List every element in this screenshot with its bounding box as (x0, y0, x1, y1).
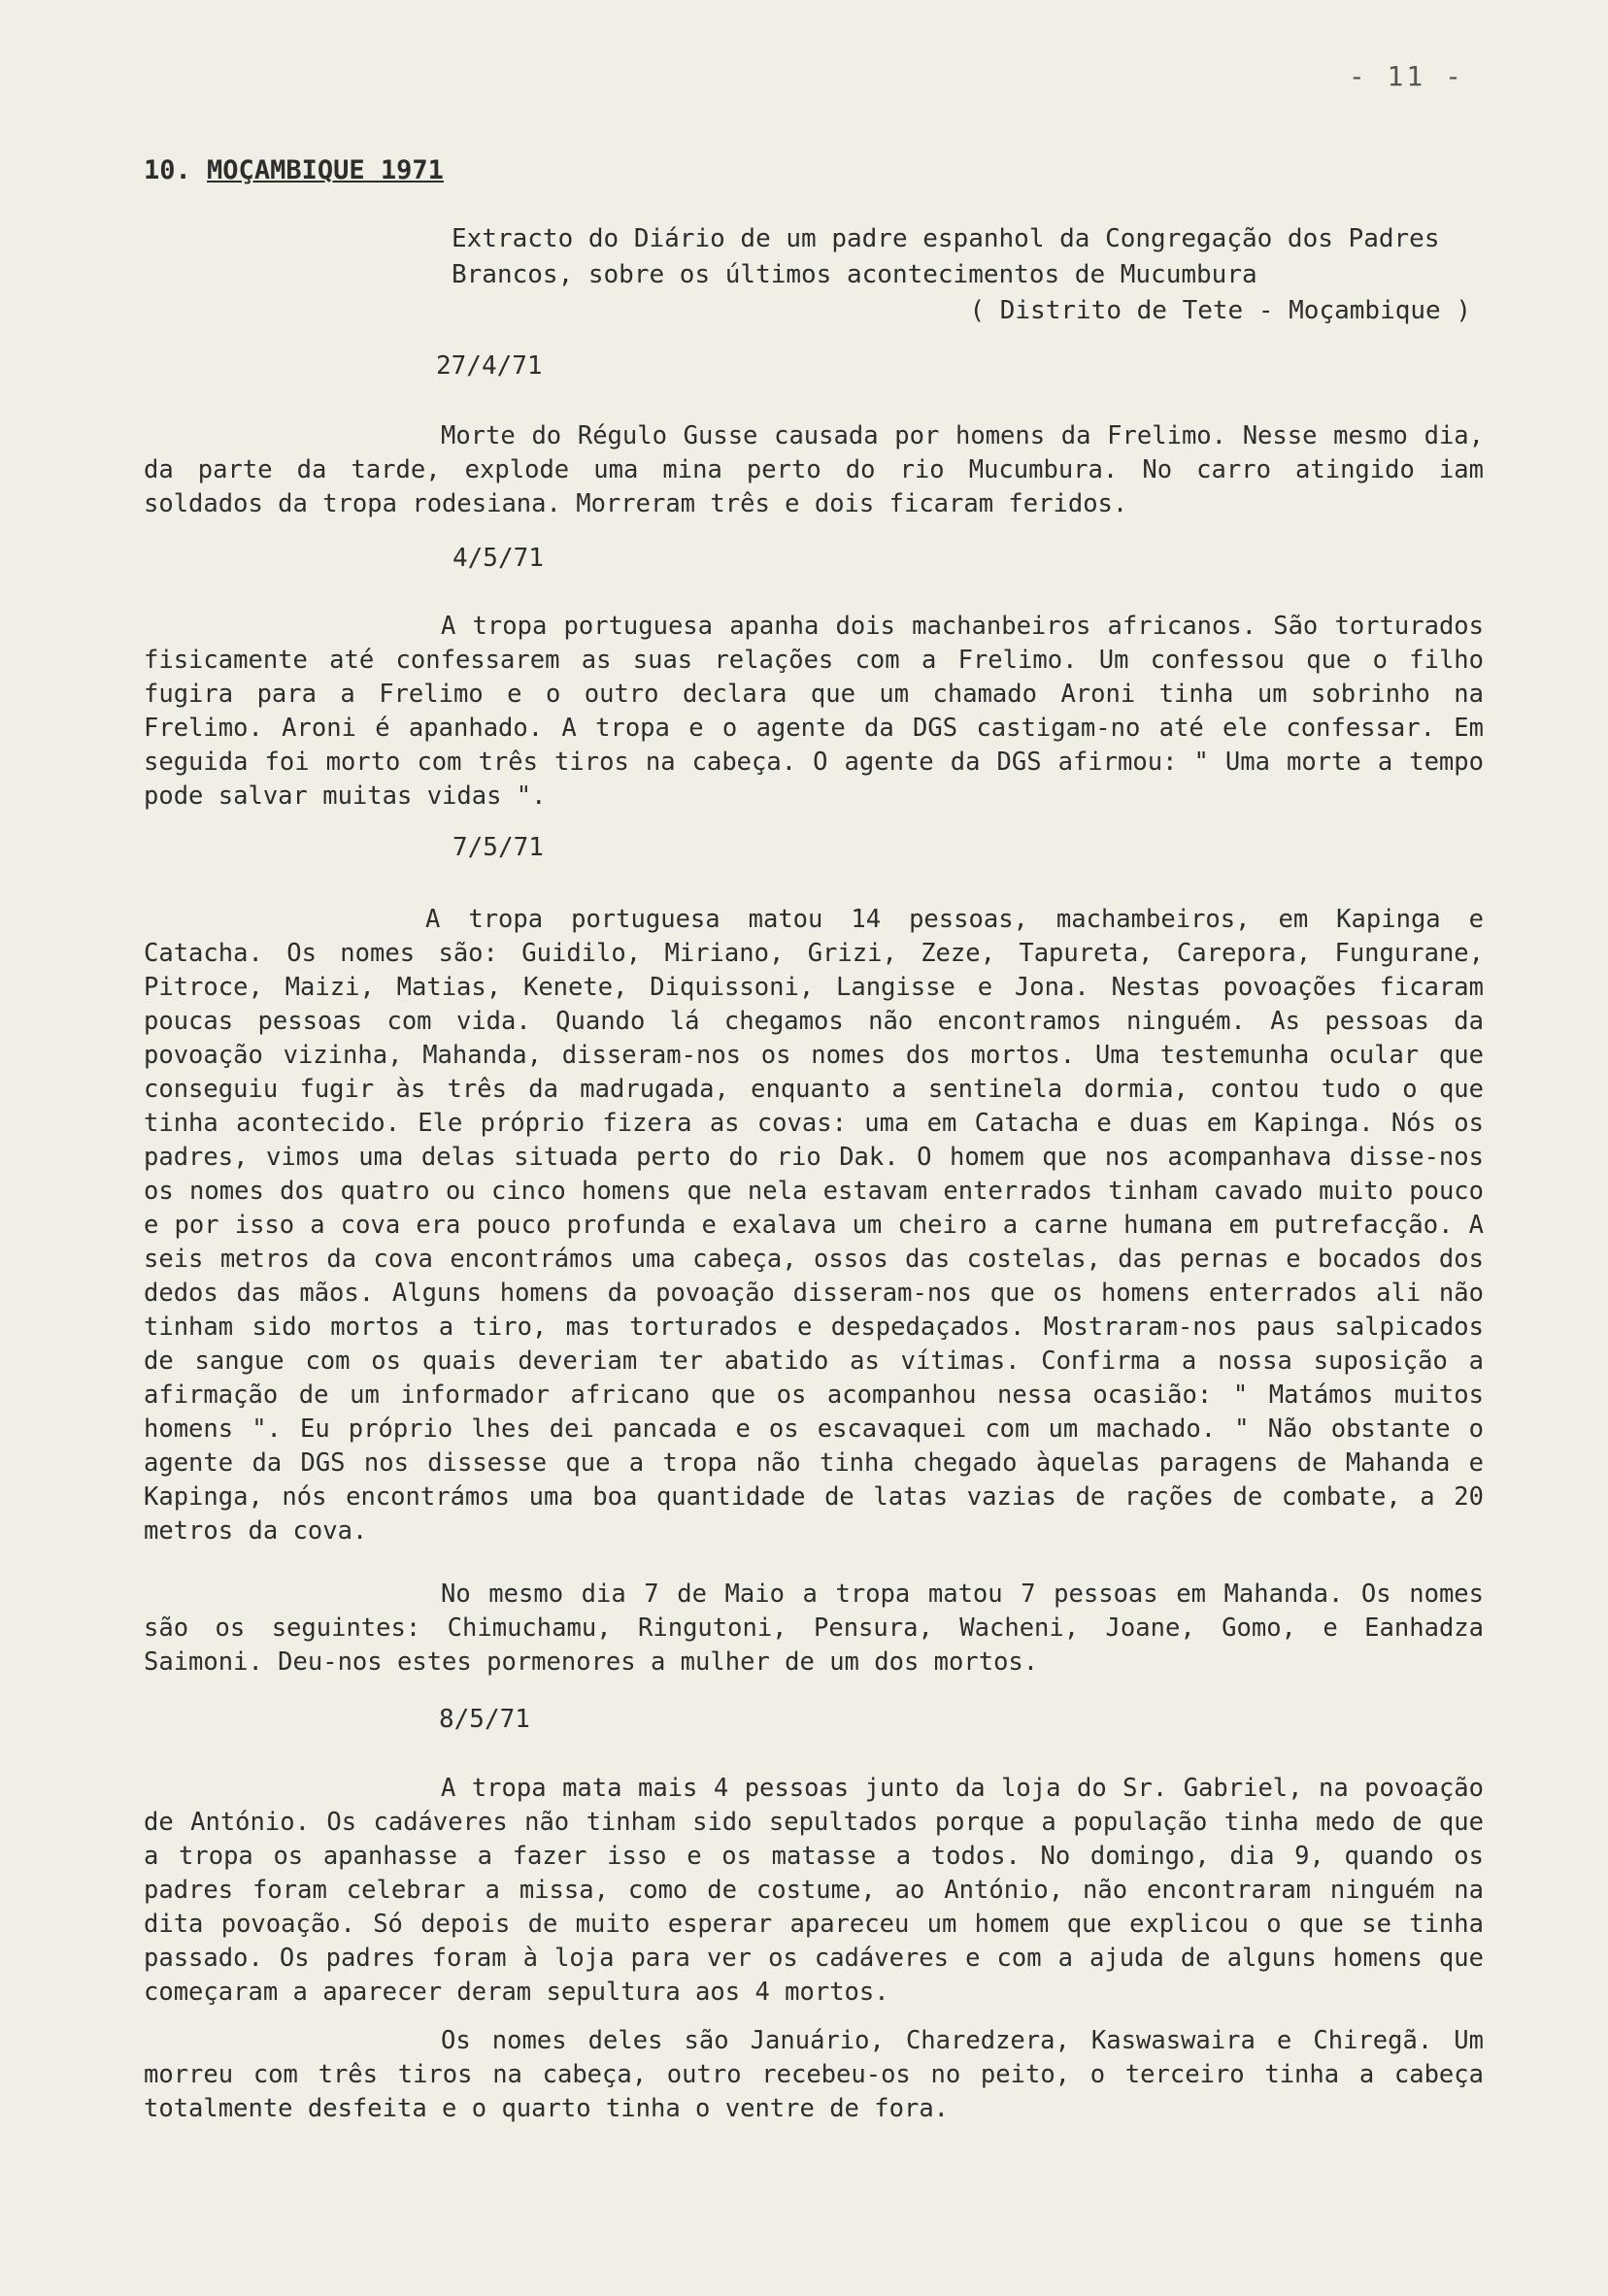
section-number: 10. (144, 155, 191, 185)
paragraph: Os nomes deles são Januário, Charedzera, Kaswaswaira e Chiregã. Um morreu com três tiros na cabeça, outro recebeu-os no peito, o terceiro tinha a cabeça totalmente desfeita e o quarto tinha o ventre de fora. (144, 2026, 1484, 2123)
page-number: - 11 - (1348, 60, 1464, 92)
section-header (144, 155, 444, 185)
subtitle-line-3: ( Distrito de Tete - Moçambique ) (969, 296, 1471, 325)
entry-body (144, 1772, 1484, 2010)
entry-body (144, 2024, 1484, 2126)
paragraph: A tropa mata mais 4 pessoas junto da loja do Sr. Gabriel, na povoação de António. Os cadáveres não tinham sido sepultados porque a população tinha medo de que a tropa os apanhasse a fazer isso e os matasse a todos. No domingo, dia 9, quando os padres foram celebrar a missa, como de costume, ao António, não encontraram ninguém na dita povoação. Só depois de muito esperar apareceu um homem que explicou o que se tinha passado. Os padres foram à loja para ver os cadáveres e com a ajuda de alguns homens que começaram a aparecer deram sepultura aos 4 mortos. (144, 1774, 1484, 2007)
entry-body (144, 610, 1484, 814)
paragraph: No mesmo dia 7 de Maio a tropa matou 7 pessoas em Mahanda. Os nomes são os seguintes: Chimuchamu, Ringutoni, Pensura, Wacheni, Joane, Gomo, e Eanhadza Saimoni. Deu-nos estes pormenores a mulher de um dos mortos. (144, 1580, 1484, 1677)
subtitle-line-2: Brancos, sobre os últimos acontecimentos de Mucumbura (452, 260, 1257, 289)
entry-date: 7/5/71 (452, 833, 544, 862)
document-subtitle (452, 221, 1500, 329)
entry-date: 4/5/71 (452, 544, 544, 573)
entry-date: 8/5/71 (439, 1705, 530, 1734)
entry-body (144, 903, 1484, 1548)
entry-body (144, 1578, 1484, 1680)
paragraph: Morte do Régulo Gusse causada por homens da Frelimo. Nesse mesmo dia, da parte da tarde, explode uma mina perto do rio Mucumbura. No carro atingido iam soldados da tropa rodesiana. Morreram três e dois ficaram feridos. (144, 421, 1484, 518)
paragraph: A tropa portuguesa matou 14 pessoas, machambeiros, em Kapinga e Catacha. Os nomes são: Guidilo, Miriano, Grizi, Zeze, Tapureta, Carepora, Fungurane, Pitroce, Maizi, Matias, Kenete, Diquissoni, Langisse e Jona. Nestas povoações ficaram poucas pessoas com vida. Quando lá chegamos não encontramos ninguém. As pessoas da povoação vizinha, Mahanda, disseram-nos os nomes dos mortos. Uma testemunha ocular que conseguiu fugir às três da madrugada, enquanto a sentinela dormia, contou tudo o que tinha acontecido. Ele próprio fizera as covas: uma em Catacha e duas em Kapinga. Nós os padres, vimos uma delas situada perto do rio Dak. O homem que nos acompanhava disse-nos os nomes dos quatro ou cinco homens que nela estavam enterrados tinham cavado muito pouco e por isso a cova era pouco profunda e exalava um cheiro a carne humana em putrefacção. A seis metros da cova encontrámos uma cabeça, ossos das costelas, das pernas e bocados dos dedos das mãos. Alguns homens da povoação disseram-nos que os homens enterrados ali não tinham sido mortos a tiro, mas torturados e despedaçados. Mostraram-nos paus salpicados de sangue com os quais deveriam ter abatido as vítimas. Confirma a nossa suposição a afirmação de um informador africano que os acompanhou nessa ocasião: " Matámos muitos homens ". Eu próprio lhes dei pancada e os escavaquei com um machado. " Não obstante o agente da DGS nos dissesse que a tropa não tinha chegado àquelas paragens de Mahanda e Kapinga, nós encontrámos uma boa quantidade de latas vazias de rações de combate, a 20 metros da cova. (144, 905, 1484, 1546)
section-title: MOÇAMBIQUE 1971 (207, 155, 444, 185)
paragraph: A tropa portuguesa apanha dois machanbeiros africanos. São torturados fisicamente até confessarem as suas relações com a Frelimo. Um confessou que o filho fugira para a Frelimo e o outro declara que um chamado Aroni tinha um sobrinho na Frelimo. Aroni é apanhado. A tropa e o agente da DGS castigam-no até ele confessar. Em seguida foi morto com três tiros na cabeça. O agente da DGS afirmou: " Uma morte a tempo pode salvar muitas vidas ". (144, 612, 1484, 811)
entry-body (144, 419, 1484, 521)
entry-date: 27/4/71 (436, 351, 543, 381)
subtitle-line-1: Extracto do Diário de um padre espanhol da Congregação dos Padres (452, 224, 1440, 253)
